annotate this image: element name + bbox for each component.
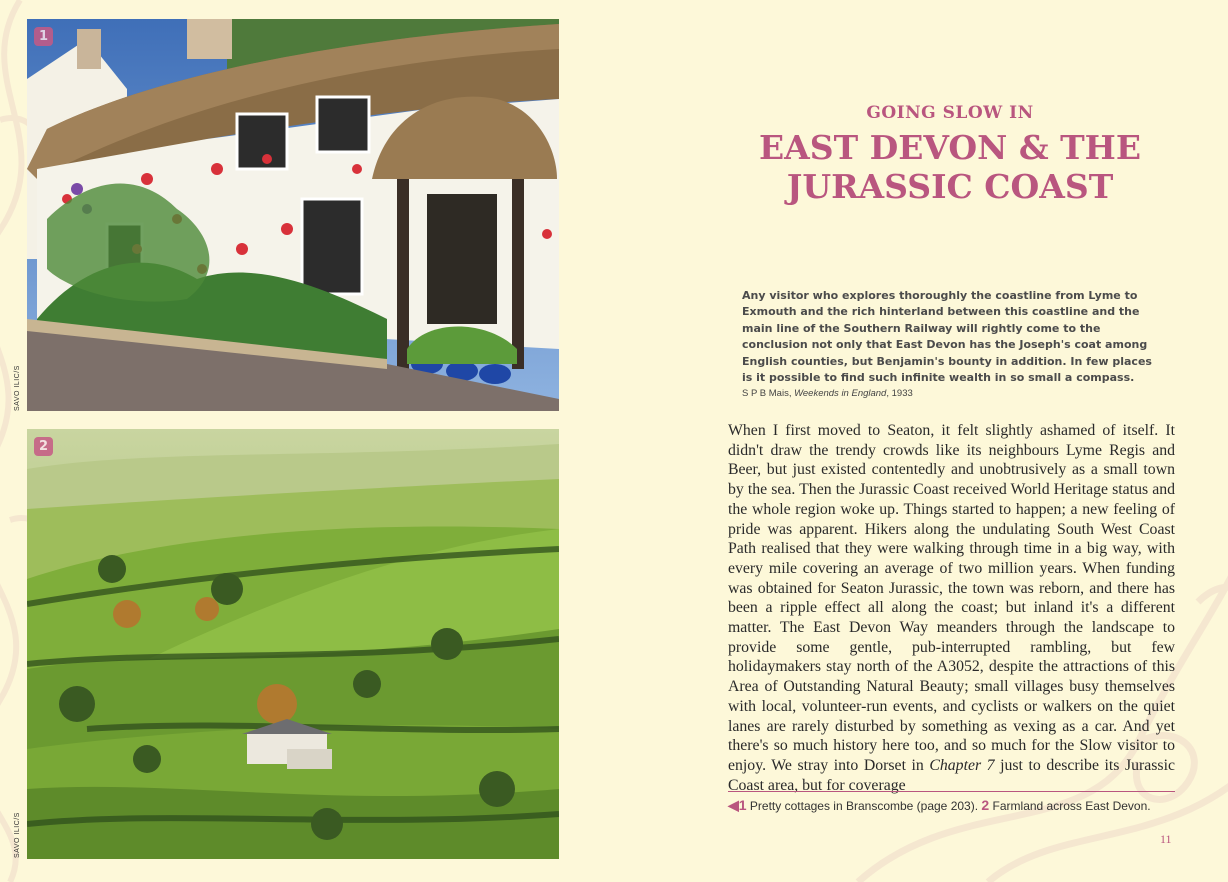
body-text-tail: just to describe its Jurassic Coast area, but for coverage <box>728 756 1175 794</box>
caption-text: Farmland across East Devon. <box>992 799 1151 813</box>
caption-rule <box>728 791 1175 792</box>
caption-text: Pretty cottages in Branscombe (page 203). <box>749 799 979 813</box>
attribution-year: , 1933 <box>886 388 913 399</box>
photo-farmland <box>27 429 559 859</box>
caption-number: 1 <box>738 797 747 813</box>
cottage-illustration <box>27 19 559 411</box>
photo-credit: SAVO ILIC/S <box>14 365 21 411</box>
photo-credit: SAVO ILIC/S <box>14 812 21 858</box>
body-text-main: When I first moved to Seaton, it felt slightly ashamed of itself. It didn't draw the trendy crowds like its neighbours Lyme Regis and Beer, but just existed contentedly and unobtrusively as a small town by the sea. Then the Jurassic Coast received World Heritage status and the whole region woke up. Things started to happen; a new feeling of pride was apparent. Hikers along the undulating South West Coast Path realised that they were walking through time in a big way, with every mile covering an average of two million years. When funding was obtained for Seaton Jurassic, the town was reborn, and there has been a ripple effect all along the coast; but inland it's a different matter. The East Devon Way meanders through the landscape to provide some gentle, pub-interrupted rambling, but few holidaymakers stay north of the A3052, despite the attractions of this Area of Outstanding Natural Beauty; small villages busy themselves with local, volunteer-run events, and cyclists or walkers on the quiet lanes are rarely disturbed by something as vexing as a car. And yet there's so much history here too, and so much for the Slow visitor to enjoy. We stray into Dorset in <box>728 422 1175 774</box>
chapter-title-line: JURASSIC COAST <box>786 167 1114 206</box>
attribution-author: S P B Mais, <box>742 388 792 399</box>
epigraph-quote: Any visitor who explores thoroughly the coastline from Lyme to Exmouth and the rich hinterland between this coastline and the main line of the Southern Railway will rightly come to the conclusion not only that East Devon has the Joseph's coat among English counties, but Benjamin's bounty in addition. In few places is it possible to find such infinite wealth in so small a compass. <box>742 289 1152 385</box>
body-paragraph <box>728 421 1175 795</box>
caption-number: 2 <box>981 797 990 813</box>
caption-arrow-icon: ◀ <box>728 797 739 813</box>
chapter-kicker: GOING SLOW IN <box>866 103 1034 123</box>
chapter-reference: Chapter 7 <box>929 756 995 774</box>
farmland-illustration <box>27 429 559 859</box>
page-number: 11 <box>1160 832 1172 846</box>
photo-caption <box>728 797 1175 814</box>
chapter-title <box>700 128 1200 206</box>
epigraph-attribution <box>742 388 1162 399</box>
chapter-title-line: EAST DEVON & THE <box>759 128 1141 167</box>
photo-thatched-cottages <box>27 19 559 411</box>
attribution-work: Weekends in England <box>794 388 887 399</box>
photo-number-badge: 2 <box>34 437 53 456</box>
photo-number-badge: 1 <box>34 27 53 46</box>
